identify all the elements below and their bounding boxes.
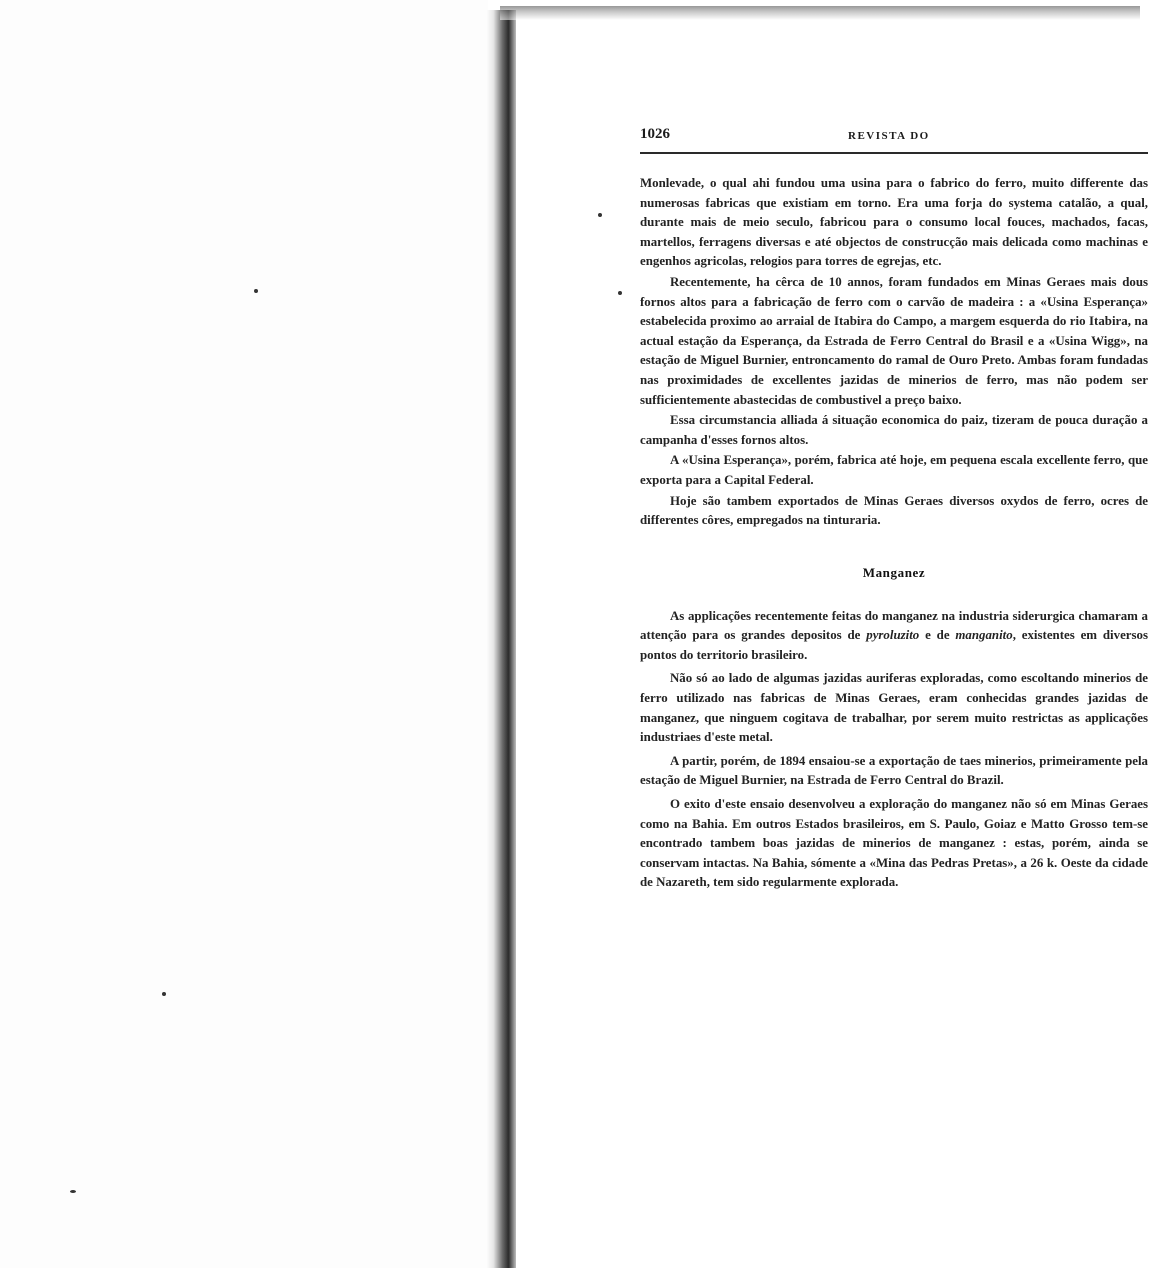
paragraph: Recentemente, ha cêrca de 10 annos, foram fundados em Minas Geraes mais dous fornos altos para a fabricação de ferro com o carvão de madeira : a «Usina Esperança» estabelecida proximo ao arraial de Itabira do Campo, a margem esquerda do rio Itabira, na actual estação da Esperança, da Estrada de Ferro Central do Brasil e a «Usina Wigg», na estação de Miguel Burnier, entroncamento do ramal de Ouro Preto. Ambas foram fundadas nas proximidades de excellentes jazidas de minerios de ferro, mas não podem ser sufficientemente abastecidas de combustivel a preço baixo.: [640, 274, 1148, 407]
paragraph-text: e de: [919, 628, 956, 643]
paragraph: Não só ao lado de algumas jazidas auriferas exploradas, como escoltando minerios de ferro utilizado nas fabricas de Minas Geraes, eram conhecidas grandes jazidas de manganez, que ninguem cogitava de trabalhar, por serem muito restrictas as applicações industriaes d'este metal.: [640, 671, 1148, 745]
paragraph: [640, 607, 1148, 666]
page-top-edge: [500, 6, 1140, 20]
paragraph: O exito d'este ensaio desenvolveu a exploração do manganez não só em Minas Geraes como na Bahia. Em outros Estados brasileiros, em S. Paulo, Goiaz e Matto Grosso tem-se encontrado tambem boas jazidas de minerios de manganez : estas, porém, ainda se conservam intactas. Na Bahia, sómente a «Mina das Pedras Pretas», a 26 k. Oeste da cidade de Nazareth, tem sido regularmente explorada.: [640, 797, 1148, 890]
paragraph: A «Usina Esperança», porém, fabrica até hoje, em pequena escala excellente ferro, que exporta para a Capital Federal.: [640, 453, 1148, 487]
paragraph: Hoje são tambem exportados de Minas Geraes diversos oxydos de ferro, ocres de differentes côres, empregados na tinturaria.: [640, 493, 1148, 528]
paper-speck: [254, 289, 258, 293]
page-header: [640, 122, 1148, 154]
section-title: Manganez: [862, 564, 926, 580]
page-number: 1026: [640, 126, 670, 142]
paper-speck: [618, 291, 622, 295]
paragraph: A partir, porém, de 1894 ensaiou-se a exportação de taes minerios, primeiramente pela estação de Miguel Burnier, na Estrada de Ferro Central do Brazil.: [640, 753, 1148, 788]
paragraph: Monlevade, o qual ahi fundou uma usina para o fabrico do ferro, muito differente das numerosas fabricas que existiam em torno. Era uma forja do systema catalão, a qual, durante mais de meio seculo, fabricou para o consumo local fouces, machados, facas, martellos, ferragens diversas e até objectos de construcção mais delicada como machinas e engenhos agricolas, relogios para torres de egrejas, etc.: [640, 176, 1148, 269]
paper-speck: [70, 1190, 76, 1193]
paragraph-text: As applicações recentemente feitas do manganez na industria siderurgica chamaram a attenção para os grandes depositos de: [640, 608, 1148, 643]
italic-term: pyroluzito: [866, 628, 920, 643]
italic-term: manganito: [955, 628, 1013, 643]
book-gutter-shadow: [486, 10, 516, 1268]
paper-speck: [598, 213, 602, 217]
printed-page: [640, 122, 1148, 1082]
running-head: REVISTA DO: [848, 130, 930, 142]
paper-speck: [162, 992, 166, 996]
paragraph: Essa circumstancia alliada á situação economica do paiz, tizeram de pouca duração a campanha d'esses fornos altos.: [640, 413, 1148, 447]
paragraph-text: , existentes em diversos pontos do territorio brasileiro.: [640, 628, 1148, 662]
page-body: [640, 174, 1148, 893]
blank-left-page: [0, 0, 488, 1268]
